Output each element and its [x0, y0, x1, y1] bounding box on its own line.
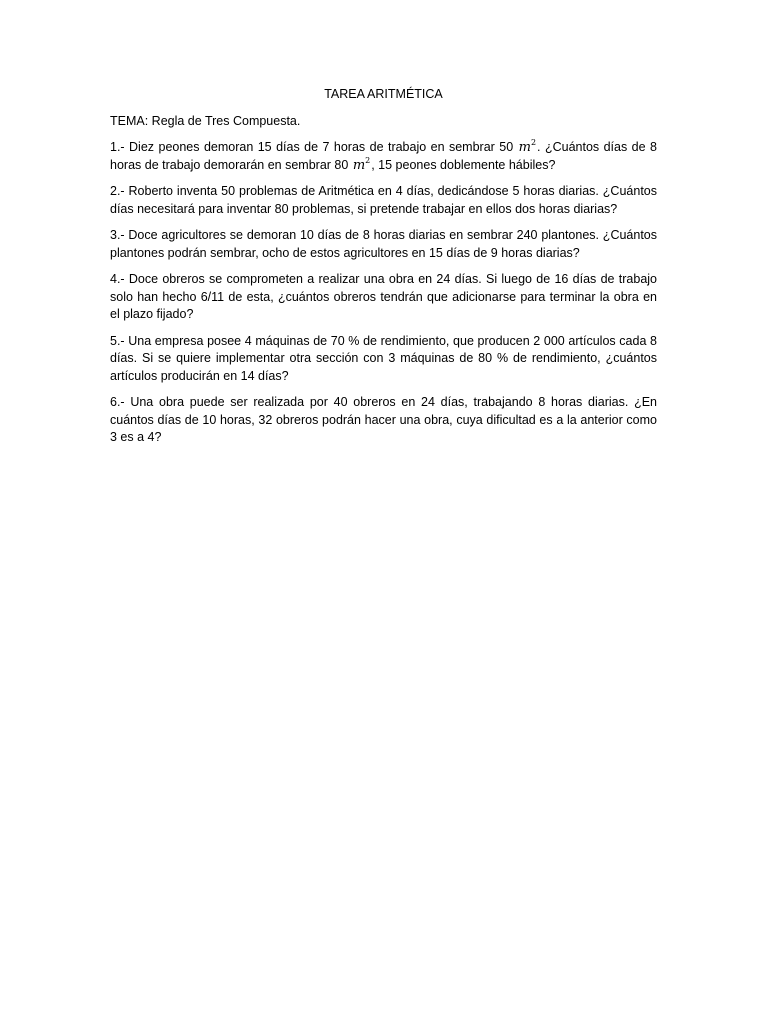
problem-1 [110, 139, 657, 174]
problem-5: 5.- Una empresa posee 4 máquinas de 70 % de rendimiento, que producen 2 000 artículos cada 8 días. Si se quiere implementar otra sección con 3 máquinas de 80 % de rendimiento, ¿cuántos artículos producirán en 14 días? [110, 333, 657, 383]
square-meter-unit [352, 155, 371, 173]
problem-1-text-c: , 15 peones doblemente hábiles? [371, 157, 556, 172]
problem-6: 6.- Una obra puede ser realizada por 40 obreros en 24 días, trabajando 8 horas diarias. ¿En cuántos días de 10 horas, 32 obreros podrán hacer una obra, cuya dificultad es a la anterior como 3 es a 4? [110, 395, 657, 444]
unit-variable: m [352, 157, 366, 173]
problem-4: 4.- Doce obreros se comprometen a realizar una obra en 24 días. Si luego de 16 días de trabajo solo han hecho 6/11 de esta, ¿cuántos obreros tendrán que adicionarse para terminar la obra en el plazo fijado? [110, 272, 657, 321]
document-topic: TEMA: Regla de Tres Compuesta. [110, 114, 301, 128]
problem-3: 3.- Doce agricultores se demoran 10 días de 8 horas diarias en sembrar 240 plantones. ¿Cuántos plantones podrán sembrar, ocho de estos agricultores en 15 días de 9 horas diarias? [110, 228, 657, 260]
unit-exponent: 2 [530, 138, 537, 147]
unit-variable: m [518, 140, 531, 155]
unit-exponent: 2 [365, 155, 371, 165]
problem-1-text-b: . ¿Cuántos días de 8 horas de trabajo demorarán en sembrar 80 [110, 140, 657, 172]
square-meter-unit [518, 140, 537, 155]
problem-1-text-a: 1.- Diez peones demoran 15 días de 7 horas de trabajo en sembrar 50 [110, 140, 518, 154]
document-body [110, 86, 657, 456]
document-title: TAREA ARITMÉTICA [324, 87, 443, 101]
problem-2: 2.- Roberto inventa 50 problemas de Aritmética en 4 días, dedicándose 5 horas diarias. ¿Cuántos días necesitará para inventar 80 problemas, si pretende trabajar en ellos dos horas diarias? [110, 184, 657, 216]
